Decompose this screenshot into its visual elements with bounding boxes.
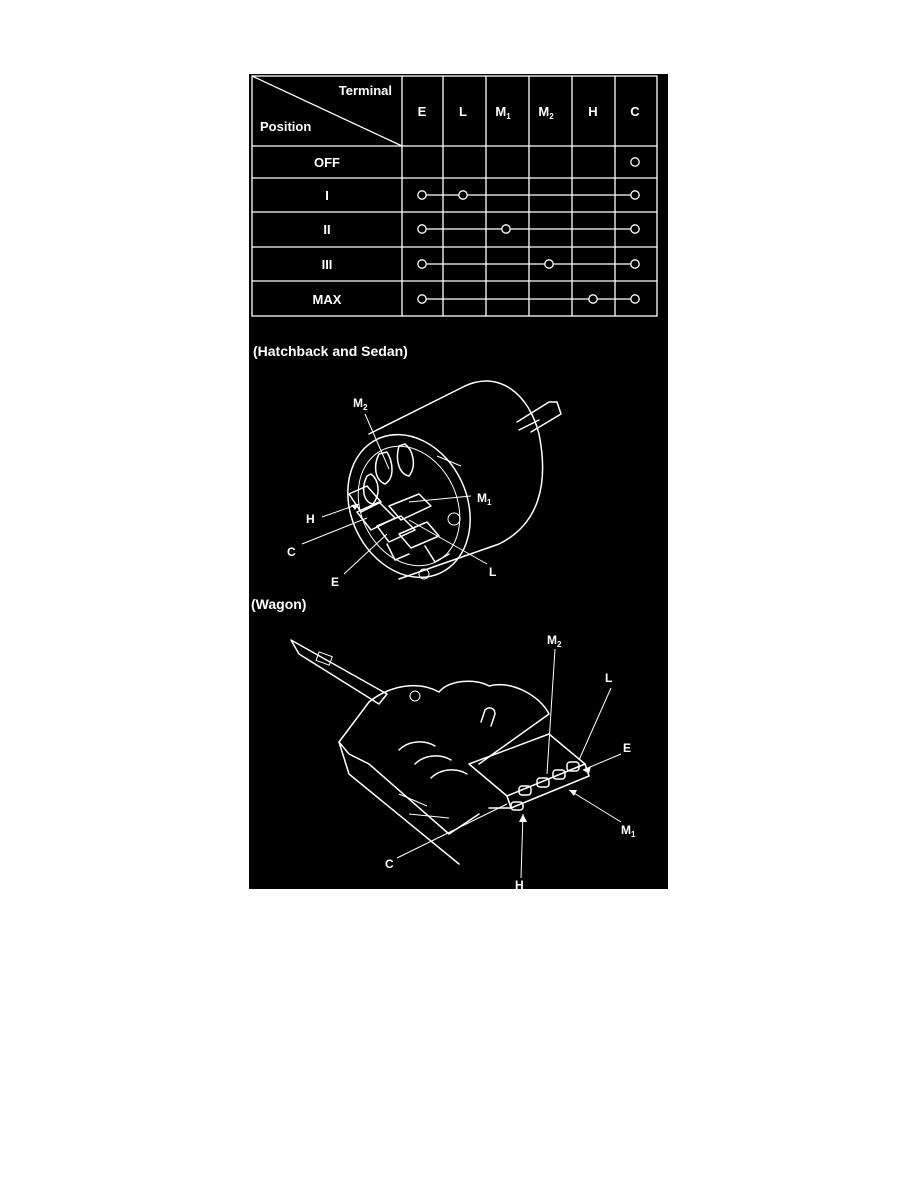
diagram-svg [249, 74, 668, 889]
wagon-callout-c: C [385, 857, 394, 871]
hatchback-callout-c: C [287, 545, 296, 559]
terminal-header-1: L [459, 104, 467, 119]
terminal-header-4: H [588, 104, 598, 119]
wagon-switch-drawing [291, 640, 621, 878]
hatchback-callout-h: H [306, 512, 315, 526]
position-label-1: I [325, 188, 329, 203]
wagon-callout-m1: $M_1$ [621, 823, 636, 839]
terminal-header-5: C [630, 104, 640, 119]
connection-dot-1-1 [459, 191, 467, 199]
connection-dot-4-0 [418, 295, 426, 303]
position-label-2: II [323, 222, 331, 237]
hatchback-callout-m1: $M_1$ [477, 491, 492, 507]
connection-dot-2-2 [502, 225, 510, 233]
wagon-callout-m2: $M_2$ [547, 633, 562, 649]
corner-terminal-label: Terminal [338, 83, 392, 98]
corner-position-label: Position [260, 119, 312, 134]
hatchback-callout-m2: $M_2$ [353, 396, 368, 412]
connection-dot-4-4 [589, 295, 597, 303]
connection-dot-1-5 [631, 191, 639, 199]
connection-dot-0-5 [631, 158, 639, 166]
wagon-caption: (Wagon) [251, 596, 307, 612]
connection-dot-2-0 [418, 225, 426, 233]
hatchback-switch-drawing [302, 381, 561, 598]
terminal-header-3: $M_2$ [538, 104, 554, 121]
position-label-4: MAX [312, 292, 342, 307]
diagram-panel [249, 74, 668, 889]
wagon-callout-l: L [605, 671, 613, 685]
connection-dot-3-0 [418, 260, 426, 268]
terminal-header-2: $M_1$ [495, 104, 511, 121]
wagon-callout-h: H [515, 878, 524, 889]
connection-dot-4-5 [631, 295, 639, 303]
connection-dot-3-5 [631, 260, 639, 268]
hatchback-callout-l: L [489, 565, 497, 579]
hatchback-caption: (Hatchback and Sedan) [253, 343, 408, 359]
connection-dot-1-0 [418, 191, 426, 199]
connection-dot-2-5 [631, 225, 639, 233]
wagon-callout-e: E [623, 741, 632, 755]
terminal-header-0: E [417, 104, 427, 119]
connection-dot-3-3 [545, 260, 553, 268]
hatchback-callout-e: E [331, 575, 340, 589]
position-label-3: III [321, 257, 333, 272]
position-label-0: OFF [314, 155, 340, 170]
